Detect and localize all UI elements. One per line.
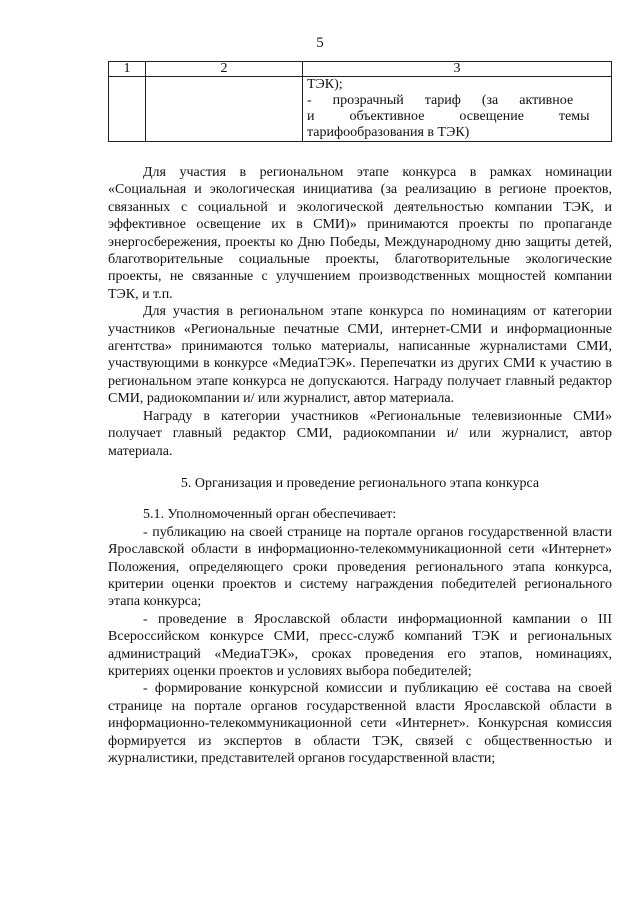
page-number: 5 xyxy=(316,35,324,51)
table-header-cell-2: 2 xyxy=(146,62,303,77)
section-title: 5. Организация и проведение регионального этапа конкурса xyxy=(180,475,540,491)
table-header-cell-3: 3 xyxy=(303,62,612,77)
table-cell-line-justified xyxy=(307,93,611,109)
list-item: - публикацию на своей странице на портале органов государственной власти Ярославской области в информационно-телекоммуникационной сети «Интернет» Положения, определяющего сроки проведения регионального этапа конкурса, критерии оценки проектов и систему награждения победителей регионального этапа конкурса; xyxy=(108,524,612,610)
paragraph-print-media: Для участия в региональном этапе конкурса по номинациям от категории участников «Региональные печатные СМИ, интернет-СМИ и информационные агентства» принимаются только материалы, написанные журналистами СМИ, участвующими в конкурсе «МедиаТЭК». Перепечатки из других СМИ к участию в региональном этапе конкурса не допускаются. Награду получает главный редактор СМИ, радиокомпании и/ или журналист, автор материала. xyxy=(108,304,612,407)
section-subtitle: 5.1. Уполномоченный орган обеспечивает: xyxy=(143,507,397,523)
table-cell-line: ТЭК); xyxy=(307,77,343,92)
table-cell-empty-1 xyxy=(109,77,146,142)
continuation-table xyxy=(108,61,612,142)
table-header-row xyxy=(109,62,612,77)
table-cell-line: - прозрачный тариф (за активное xyxy=(307,93,574,108)
paragraph-tv-media: Награду в категории участников «Региональные телевизионные СМИ» получает главный редактор СМИ, радиокомпании и/ или журналист, автор материала. xyxy=(108,408,612,459)
paragraph-social-ecological: Для участия в региональном этапе конкурса в рамках номинации «Социальная и экологическая инициатива (за реализацию в регионе проектов, связанных с социальной и экологической деятельностью компании ТЭК, и эффективное освещение их в СМИ)» принимаются проекты по пропаганде энергосбережения, проекты ко Дню Победы, Международному дню защиты детей, благотворительные социальные проекты, благотворительные экологические проекты, не связанные с улучшением производственных мощностей компании ТЭК, и т.п. xyxy=(108,165,612,302)
document-body xyxy=(108,164,612,767)
table-cell-empty-2 xyxy=(146,77,303,142)
table-cell-line: и объективное освещение темы xyxy=(307,109,590,124)
table-header-cell-1: 1 xyxy=(109,62,146,77)
table-cell-line: тарифообразования в ТЭК) xyxy=(307,125,470,140)
list-item: - формирование конкурсной комиссии и публикацию её состава на своей странице на портале органов государственной власти Ярославской области в информационно-телекоммуникационной сети «Интернет». Конкурсная комиссия формируется из экспертов в области ТЭК, связей с общественностью и журналистики, представителей органов государственной власти; xyxy=(108,681,612,766)
list-item: - проведение в Ярославской области информационной кампании о III Всероссийском конкурсе СМИ, пресс-служб компаний ТЭК и региональных администраций «МедиаТЭК», сроках проведения его этапов, номинациях, критериях оценки проектов и условиях выбора победителей; xyxy=(108,611,612,679)
table-row xyxy=(109,77,612,142)
table-cell-content xyxy=(303,77,612,142)
